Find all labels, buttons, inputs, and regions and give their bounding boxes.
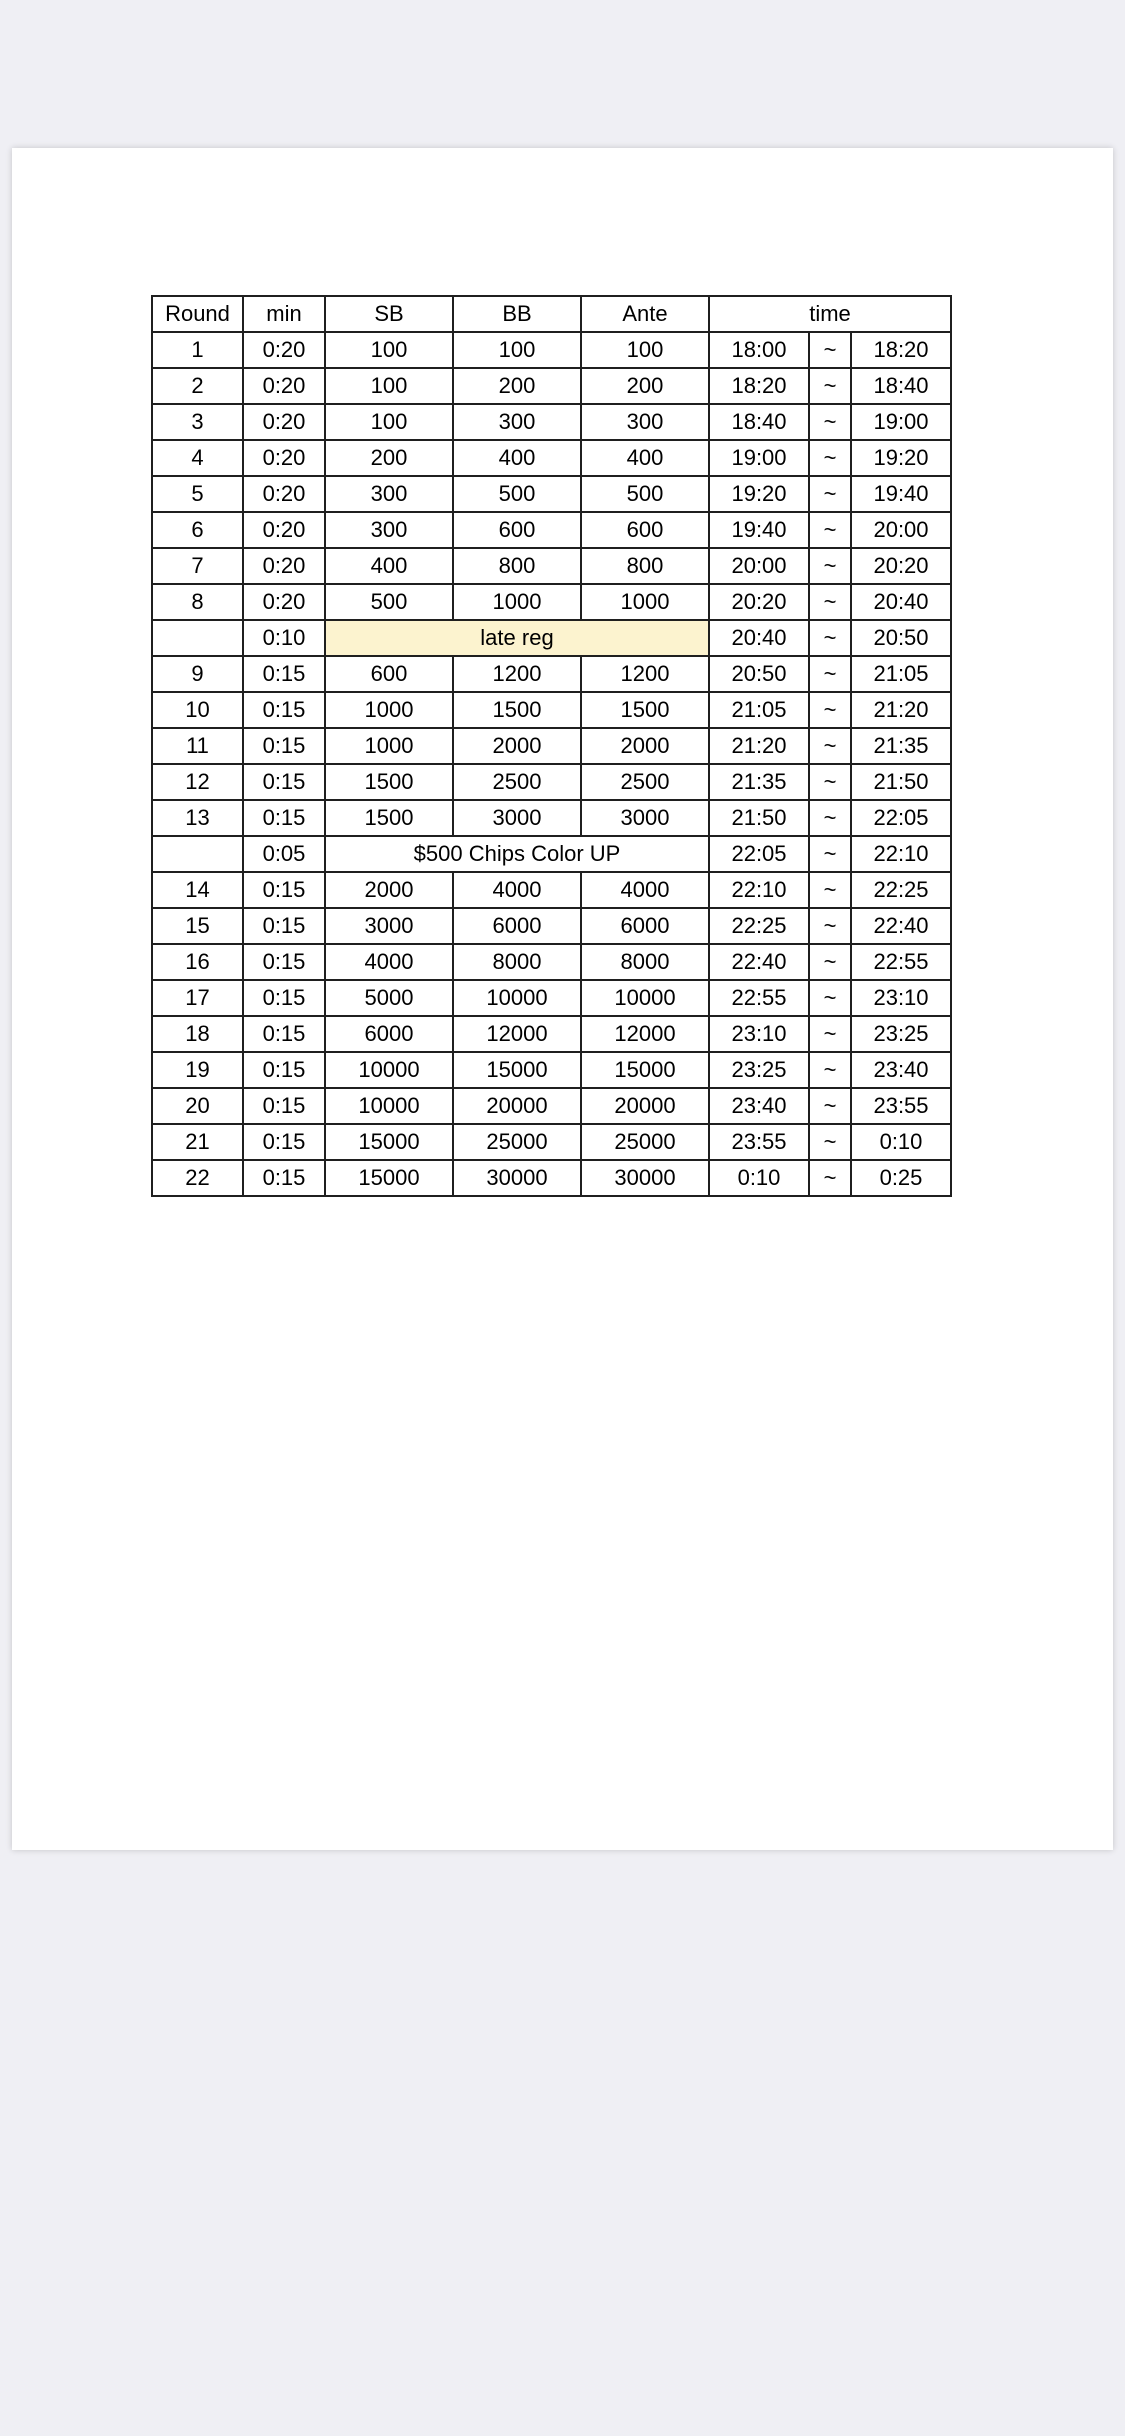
cell-min: 0:15 (243, 1124, 325, 1160)
cell-min: 0:20 (243, 332, 325, 368)
cell-start-time: 21:20 (709, 728, 809, 764)
cell-sb: 1500 (325, 764, 453, 800)
cell-bb: 2000 (453, 728, 581, 764)
cell-ante: 600 (581, 512, 709, 548)
cell-end-time: 22:10 (851, 836, 951, 872)
cell-time-separator: ~ (809, 404, 851, 440)
cell-end-time: 22:40 (851, 908, 951, 944)
cell-end-time: 22:25 (851, 872, 951, 908)
cell-start-time: 22:25 (709, 908, 809, 944)
cell-start-time: 23:25 (709, 1052, 809, 1088)
cell-bb: 6000 (453, 908, 581, 944)
cell-end-time: 23:40 (851, 1052, 951, 1088)
cell-end-time: 20:20 (851, 548, 951, 584)
cell-min: 0:15 (243, 1016, 325, 1052)
cell-end-time: 19:40 (851, 476, 951, 512)
table-row (152, 404, 951, 440)
cell-time-separator: ~ (809, 476, 851, 512)
cell-start-time: 21:05 (709, 692, 809, 728)
cell-bb: 1000 (453, 584, 581, 620)
cell-min: 0:15 (243, 1088, 325, 1124)
table-row (152, 1124, 951, 1160)
cell-start-time: 19:40 (709, 512, 809, 548)
cell-end-time: 20:40 (851, 584, 951, 620)
cell-round: 20 (152, 1088, 243, 1124)
cell-round: 10 (152, 692, 243, 728)
header-round: Round (152, 296, 243, 332)
cell-end-time: 0:10 (851, 1124, 951, 1160)
cell-round: 18 (152, 1016, 243, 1052)
cell-round: 6 (152, 512, 243, 548)
cell-end-time: 21:20 (851, 692, 951, 728)
cell-time-separator: ~ (809, 620, 851, 656)
cell-start-time: 23:40 (709, 1088, 809, 1124)
cell-sb: 300 (325, 512, 453, 548)
cell-time-separator: ~ (809, 764, 851, 800)
cell-start-time: 23:55 (709, 1124, 809, 1160)
cell-end-time: 18:40 (851, 368, 951, 404)
cell-bb: 200 (453, 368, 581, 404)
cell-end-time: 18:20 (851, 332, 951, 368)
cell-ante: 800 (581, 548, 709, 584)
cell-time-separator: ~ (809, 944, 851, 980)
cell-ante: 200 (581, 368, 709, 404)
table-row (152, 584, 951, 620)
table-row (152, 1016, 951, 1052)
cell-start-time: 20:50 (709, 656, 809, 692)
cell-min: 0:15 (243, 728, 325, 764)
cell-time-separator: ~ (809, 656, 851, 692)
cell-time-separator: ~ (809, 692, 851, 728)
cell-start-time: 21:35 (709, 764, 809, 800)
cell-ante: 8000 (581, 944, 709, 980)
cell-time-separator: ~ (809, 1088, 851, 1124)
cell-min: 0:20 (243, 440, 325, 476)
cell-sb: 10000 (325, 1052, 453, 1088)
cell-sb: 500 (325, 584, 453, 620)
cell-ante: 3000 (581, 800, 709, 836)
header-min: min (243, 296, 325, 332)
cell-min: 0:15 (243, 908, 325, 944)
cell-end-time: 0:25 (851, 1160, 951, 1196)
cell-start-time: 18:20 (709, 368, 809, 404)
cell-round: 5 (152, 476, 243, 512)
blind-structure-table (151, 295, 952, 1197)
cell-min: 0:15 (243, 980, 325, 1016)
cell-time-separator: ~ (809, 1160, 851, 1196)
cell-min: 0:15 (243, 1052, 325, 1088)
table-row (152, 872, 951, 908)
cell-start-time: 21:50 (709, 800, 809, 836)
cell-ante: 12000 (581, 1016, 709, 1052)
cell-bb: 800 (453, 548, 581, 584)
cell-bb: 4000 (453, 872, 581, 908)
cell-ante: 6000 (581, 908, 709, 944)
cell-start-time: 20:40 (709, 620, 809, 656)
cell-start-time: 19:20 (709, 476, 809, 512)
cell-end-time: 21:05 (851, 656, 951, 692)
cell-start-time: 0:10 (709, 1160, 809, 1196)
cell-min: 0:15 (243, 944, 325, 980)
cell-time-separator: ~ (809, 1016, 851, 1052)
cell-round: 1 (152, 332, 243, 368)
cell-time-separator: ~ (809, 440, 851, 476)
cell-time-separator: ~ (809, 368, 851, 404)
cell-ante: 400 (581, 440, 709, 476)
cell-time-separator: ~ (809, 584, 851, 620)
cell-bb: 600 (453, 512, 581, 548)
cell-min: 0:20 (243, 368, 325, 404)
table-row (152, 764, 951, 800)
cell-time-separator: ~ (809, 800, 851, 836)
table-row (152, 548, 951, 584)
cell-min: 0:20 (243, 548, 325, 584)
table-row (152, 1052, 951, 1088)
cell-ante: 20000 (581, 1088, 709, 1124)
cell-start-time: 22:55 (709, 980, 809, 1016)
cell-end-time: 22:05 (851, 800, 951, 836)
cell-ante: 2000 (581, 728, 709, 764)
cell-ante: 15000 (581, 1052, 709, 1088)
cell-min: 0:15 (243, 1160, 325, 1196)
cell-start-time: 20:20 (709, 584, 809, 620)
cell-bb: 1200 (453, 656, 581, 692)
table-row (152, 1160, 951, 1196)
cell-min: 0:15 (243, 692, 325, 728)
cell-end-time: 23:25 (851, 1016, 951, 1052)
cell-ante: 100 (581, 332, 709, 368)
cell-start-time: 23:10 (709, 1016, 809, 1052)
cell-sb: 100 (325, 332, 453, 368)
cell-min: 0:20 (243, 512, 325, 548)
cell-min: 0:15 (243, 872, 325, 908)
cell-round: 8 (152, 584, 243, 620)
header-time: time (709, 296, 951, 332)
cell-bb: 300 (453, 404, 581, 440)
cell-sb: 3000 (325, 908, 453, 944)
cell-bb: 10000 (453, 980, 581, 1016)
cell-round: 21 (152, 1124, 243, 1160)
cell-bb: 2500 (453, 764, 581, 800)
cell-sb: 1000 (325, 728, 453, 764)
header-row (152, 296, 951, 332)
cell-round: 2 (152, 368, 243, 404)
cell-round: 3 (152, 404, 243, 440)
cell-end-time: 23:55 (851, 1088, 951, 1124)
cell-start-time: 22:40 (709, 944, 809, 980)
cell-time-separator: ~ (809, 908, 851, 944)
table-row (152, 512, 951, 548)
cell-sb: 400 (325, 548, 453, 584)
cell-min: 0:15 (243, 800, 325, 836)
cell-start-time: 20:00 (709, 548, 809, 584)
cell-bb: 400 (453, 440, 581, 476)
cell-round: 4 (152, 440, 243, 476)
cell-ante: 1200 (581, 656, 709, 692)
header-sb: SB (325, 296, 453, 332)
cell-round (152, 836, 243, 872)
cell-sb: 100 (325, 404, 453, 440)
cell-end-time: 21:50 (851, 764, 951, 800)
cell-sb: 4000 (325, 944, 453, 980)
cell-round: 9 (152, 656, 243, 692)
cell-time-separator: ~ (809, 332, 851, 368)
cell-ante: 500 (581, 476, 709, 512)
cell-min: 0:20 (243, 476, 325, 512)
cell-time-separator: ~ (809, 512, 851, 548)
cell-end-time: 23:10 (851, 980, 951, 1016)
cell-ante: 25000 (581, 1124, 709, 1160)
cell-round (152, 620, 243, 656)
table-row (152, 440, 951, 476)
cell-start-time: 22:05 (709, 836, 809, 872)
cell-end-time: 21:35 (851, 728, 951, 764)
cell-bb: 500 (453, 476, 581, 512)
cell-min: 0:10 (243, 620, 325, 656)
cell-min: 0:20 (243, 584, 325, 620)
cell-time-separator: ~ (809, 872, 851, 908)
cell-sb: 2000 (325, 872, 453, 908)
header-ante: Ante (581, 296, 709, 332)
cell-time-separator: ~ (809, 548, 851, 584)
cell-bb: 15000 (453, 1052, 581, 1088)
cell-sb: 1000 (325, 692, 453, 728)
cell-end-time: 20:00 (851, 512, 951, 548)
cell-sb: 100 (325, 368, 453, 404)
cell-ante: 2500 (581, 764, 709, 800)
table-row (152, 1088, 951, 1124)
cell-time-separator: ~ (809, 836, 851, 872)
cell-round: 17 (152, 980, 243, 1016)
cell-break-note: late reg (325, 620, 709, 656)
cell-round: 16 (152, 944, 243, 980)
cell-sb: 300 (325, 476, 453, 512)
cell-bb: 25000 (453, 1124, 581, 1160)
cell-start-time: 19:00 (709, 440, 809, 476)
table-row (152, 332, 951, 368)
cell-start-time: 18:00 (709, 332, 809, 368)
cell-sb: 200 (325, 440, 453, 476)
cell-min: 0:05 (243, 836, 325, 872)
header-bb: BB (453, 296, 581, 332)
cell-time-separator: ~ (809, 728, 851, 764)
document-page (12, 148, 1113, 1850)
cell-ante: 1000 (581, 584, 709, 620)
cell-end-time: 20:50 (851, 620, 951, 656)
cell-bb: 1500 (453, 692, 581, 728)
cell-ante: 300 (581, 404, 709, 440)
cell-time-separator: ~ (809, 980, 851, 1016)
table-row (152, 656, 951, 692)
cell-ante: 1500 (581, 692, 709, 728)
cell-round: 22 (152, 1160, 243, 1196)
cell-bb: 100 (453, 332, 581, 368)
cell-start-time: 22:10 (709, 872, 809, 908)
table-row (152, 980, 951, 1016)
cell-sb: 6000 (325, 1016, 453, 1052)
table-row (152, 908, 951, 944)
cell-sb: 15000 (325, 1124, 453, 1160)
cell-bb: 12000 (453, 1016, 581, 1052)
cell-start-time: 18:40 (709, 404, 809, 440)
table-row (152, 836, 951, 872)
cell-round: 12 (152, 764, 243, 800)
cell-round: 11 (152, 728, 243, 764)
cell-sb: 15000 (325, 1160, 453, 1196)
cell-time-separator: ~ (809, 1052, 851, 1088)
cell-bb: 30000 (453, 1160, 581, 1196)
table-row (152, 800, 951, 836)
cell-bb: 20000 (453, 1088, 581, 1124)
table-row (152, 368, 951, 404)
cell-sb: 1500 (325, 800, 453, 836)
table-body (152, 332, 951, 1196)
cell-ante: 4000 (581, 872, 709, 908)
cell-ante: 10000 (581, 980, 709, 1016)
cell-round: 13 (152, 800, 243, 836)
cell-min: 0:20 (243, 404, 325, 440)
cell-end-time: 19:00 (851, 404, 951, 440)
table-row (152, 692, 951, 728)
table-row (152, 620, 951, 656)
table-row (152, 476, 951, 512)
cell-time-separator: ~ (809, 1124, 851, 1160)
cell-sb: 10000 (325, 1088, 453, 1124)
cell-ante: 30000 (581, 1160, 709, 1196)
cell-min: 0:15 (243, 656, 325, 692)
cell-break-note: $500 Chips Color UP (325, 836, 709, 872)
cell-min: 0:15 (243, 764, 325, 800)
cell-round: 7 (152, 548, 243, 584)
table-row (152, 944, 951, 980)
cell-round: 19 (152, 1052, 243, 1088)
cell-end-time: 19:20 (851, 440, 951, 476)
table-row (152, 728, 951, 764)
cell-end-time: 22:55 (851, 944, 951, 980)
cell-bb: 3000 (453, 800, 581, 836)
cell-sb: 600 (325, 656, 453, 692)
cell-sb: 5000 (325, 980, 453, 1016)
cell-round: 14 (152, 872, 243, 908)
cell-bb: 8000 (453, 944, 581, 980)
cell-round: 15 (152, 908, 243, 944)
